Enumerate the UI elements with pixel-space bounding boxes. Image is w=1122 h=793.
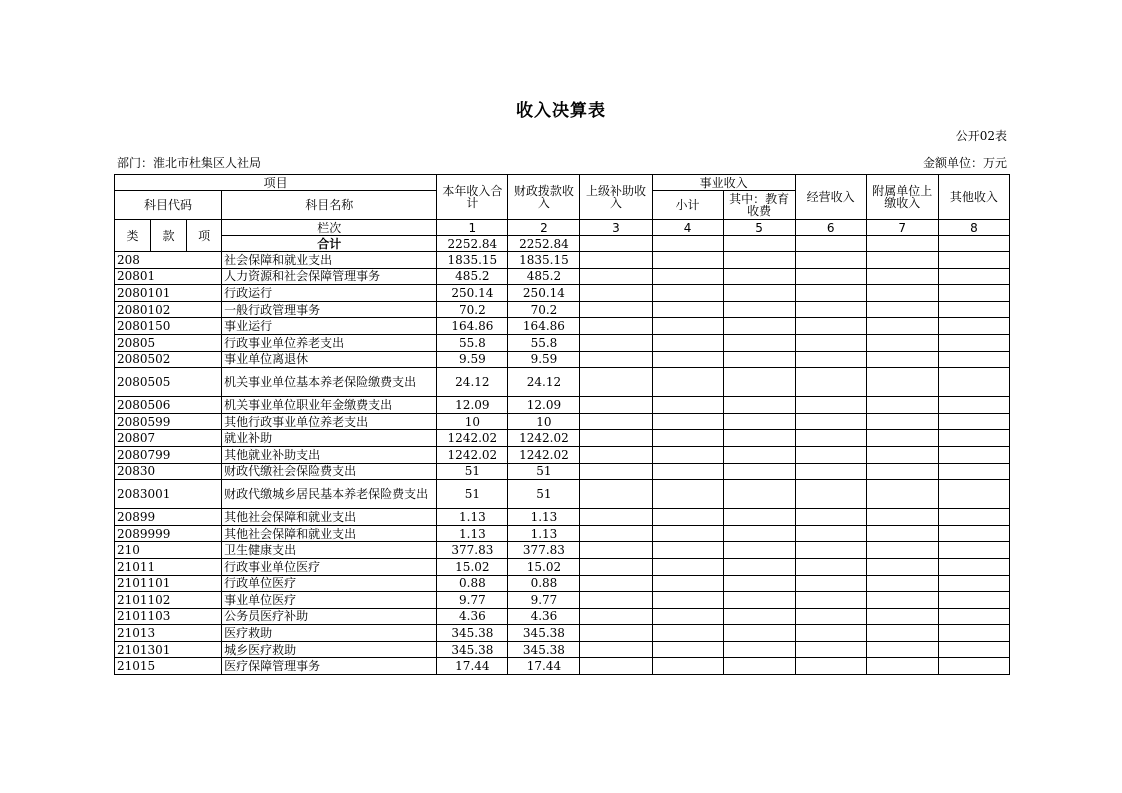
subject-name-cell: 公务员医疗补助 bbox=[222, 608, 437, 625]
fiscal-cell: 164.86 bbox=[508, 318, 580, 335]
table-row bbox=[115, 558, 1010, 575]
empty-cell bbox=[866, 285, 938, 302]
empty-cell bbox=[795, 368, 866, 397]
col-num-4: 4 bbox=[652, 220, 723, 236]
income-table bbox=[114, 174, 1010, 675]
empty-cell bbox=[723, 252, 795, 269]
table-row bbox=[115, 446, 1010, 463]
fiscal-cell: 51 bbox=[508, 463, 580, 480]
empty-cell bbox=[795, 592, 866, 609]
table-row bbox=[115, 575, 1010, 592]
empty-cell bbox=[580, 592, 652, 609]
empty-cell bbox=[723, 301, 795, 318]
fiscal-cell: 9.77 bbox=[508, 592, 580, 609]
empty-cell bbox=[652, 575, 723, 592]
total-income-cell: 12.09 bbox=[437, 397, 508, 414]
empty-cell bbox=[938, 641, 1009, 658]
empty-cell bbox=[938, 413, 1009, 430]
department-label: 部门：淮北市杜集区人社局 bbox=[117, 156, 262, 170]
empty-cell bbox=[723, 592, 795, 609]
table-row bbox=[115, 301, 1010, 318]
empty-cell bbox=[723, 509, 795, 526]
empty-cell bbox=[723, 608, 795, 625]
form-code: 公开02表 bbox=[955, 129, 1007, 143]
subject-name-cell: 行政运行 bbox=[222, 285, 437, 302]
total-income-cell: 55.8 bbox=[437, 334, 508, 351]
subject-name-cell: 财政代缴城乡居民基本养老保险费支出 bbox=[222, 480, 437, 509]
empty-cell bbox=[866, 525, 938, 542]
empty-cell bbox=[652, 252, 723, 269]
empty-cell bbox=[938, 318, 1009, 335]
subject-name-cell: 一般行政管理事务 bbox=[222, 301, 437, 318]
empty-cell bbox=[580, 430, 652, 447]
fiscal-cell: 15.02 bbox=[508, 558, 580, 575]
subject-code-cell: 2080599 bbox=[115, 413, 222, 430]
empty-cell bbox=[938, 509, 1009, 526]
header-fiscal: 财政拨款收入 bbox=[508, 175, 580, 220]
empty-cell bbox=[580, 509, 652, 526]
subject-name-cell: 其他社会保障和就业支出 bbox=[222, 525, 437, 542]
empty-cell bbox=[795, 575, 866, 592]
empty-cell bbox=[652, 334, 723, 351]
empty-cell bbox=[938, 368, 1009, 397]
subject-name-cell: 行政事业单位养老支出 bbox=[222, 334, 437, 351]
empty-cell bbox=[795, 318, 866, 335]
subject-code-cell: 20801 bbox=[115, 268, 222, 285]
header-affiliated: 附属单位上缴收入 bbox=[866, 175, 938, 220]
empty-cell bbox=[723, 446, 795, 463]
empty-cell bbox=[795, 542, 866, 559]
empty-cell bbox=[866, 268, 938, 285]
empty-cell bbox=[795, 268, 866, 285]
subject-code-cell: 2080505 bbox=[115, 368, 222, 397]
subject-code-cell: 2101103 bbox=[115, 608, 222, 625]
total-income-cell: 0.88 bbox=[437, 575, 508, 592]
table-row bbox=[115, 658, 1010, 675]
empty-cell bbox=[795, 658, 866, 675]
header-xiang: 项 bbox=[187, 220, 222, 252]
subject-name-cell: 事业单位医疗 bbox=[222, 592, 437, 609]
subject-code-cell: 21013 bbox=[115, 625, 222, 642]
empty-cell bbox=[866, 413, 938, 430]
table-row bbox=[115, 608, 1010, 625]
table-row bbox=[115, 509, 1010, 526]
subject-name-cell: 卫生健康支出 bbox=[222, 542, 437, 559]
empty-cell bbox=[866, 480, 938, 509]
empty-cell bbox=[938, 268, 1009, 285]
empty-cell bbox=[723, 463, 795, 480]
empty-cell bbox=[580, 658, 652, 675]
empty-cell bbox=[652, 592, 723, 609]
empty-cell bbox=[866, 351, 938, 368]
empty-cell bbox=[938, 252, 1009, 269]
empty-cell bbox=[723, 285, 795, 302]
empty-cell bbox=[723, 542, 795, 559]
empty-cell bbox=[795, 509, 866, 526]
subject-code-cell: 2080799 bbox=[115, 446, 222, 463]
empty-cell bbox=[652, 525, 723, 542]
empty-cell bbox=[580, 463, 652, 480]
empty-cell bbox=[580, 641, 652, 658]
header-other: 其他收入 bbox=[938, 175, 1009, 220]
subject-code-cell: 2089999 bbox=[115, 525, 222, 542]
empty-cell bbox=[723, 641, 795, 658]
empty-cell bbox=[723, 558, 795, 575]
col-num-1: 1 bbox=[437, 220, 508, 236]
subject-name-cell: 其他社会保障和就业支出 bbox=[222, 509, 437, 526]
table-row bbox=[115, 641, 1010, 658]
subject-code-cell: 21015 bbox=[115, 658, 222, 675]
empty-cell bbox=[866, 463, 938, 480]
empty-cell bbox=[723, 397, 795, 414]
empty-cell bbox=[795, 252, 866, 269]
total-income-cell: 377.83 bbox=[437, 542, 508, 559]
total-income-cell: 24.12 bbox=[437, 368, 508, 397]
empty-cell bbox=[652, 430, 723, 447]
subject-code-cell: 210 bbox=[115, 542, 222, 559]
empty-cell bbox=[580, 351, 652, 368]
header-subject-code: 科目代码 bbox=[115, 191, 222, 220]
total-income-cell: 70.2 bbox=[437, 301, 508, 318]
empty-cell bbox=[580, 413, 652, 430]
empty-cell bbox=[795, 413, 866, 430]
col-num-2: 2 bbox=[508, 220, 580, 236]
fiscal-cell: 485.2 bbox=[508, 268, 580, 285]
total-income-cell: 17.44 bbox=[437, 658, 508, 675]
empty-cell bbox=[652, 368, 723, 397]
subject-name-cell: 财政代缴社会保险费支出 bbox=[222, 463, 437, 480]
empty-cell bbox=[580, 368, 652, 397]
fiscal-cell: 250.14 bbox=[508, 285, 580, 302]
fiscal-cell: 9.59 bbox=[508, 351, 580, 368]
empty-cell bbox=[938, 625, 1009, 642]
empty-cell bbox=[795, 463, 866, 480]
empty-cell bbox=[938, 301, 1009, 318]
empty-cell bbox=[938, 397, 1009, 414]
fiscal-cell: 4.36 bbox=[508, 608, 580, 625]
subject-code-cell: 2080102 bbox=[115, 301, 222, 318]
subject-code-cell: 2080506 bbox=[115, 397, 222, 414]
empty-cell bbox=[866, 658, 938, 675]
subject-code-cell: 208 bbox=[115, 252, 222, 269]
empty-cell bbox=[580, 575, 652, 592]
empty-cell bbox=[580, 558, 652, 575]
unit-label: 金额单位：万元 bbox=[922, 156, 1007, 170]
subject-code-cell: 2101301 bbox=[115, 641, 222, 658]
empty-cell bbox=[652, 480, 723, 509]
table-row bbox=[115, 397, 1010, 414]
total-income-cell: 1835.15 bbox=[437, 252, 508, 269]
subject-name-cell: 事业单位离退休 bbox=[222, 351, 437, 368]
total-income-cell: 345.38 bbox=[437, 625, 508, 642]
header-lei: 类 bbox=[115, 220, 151, 252]
empty-cell bbox=[723, 430, 795, 447]
empty-cell bbox=[580, 525, 652, 542]
empty-cell bbox=[652, 397, 723, 414]
empty-cell bbox=[938, 285, 1009, 302]
subject-name-cell: 其他就业补助支出 bbox=[222, 446, 437, 463]
empty-cell bbox=[795, 608, 866, 625]
empty-cell bbox=[652, 558, 723, 575]
empty-cell bbox=[866, 252, 938, 269]
empty-cell bbox=[580, 446, 652, 463]
empty-cell bbox=[652, 413, 723, 430]
total-income-cell: 15.02 bbox=[437, 558, 508, 575]
subject-code-cell: 2080101 bbox=[115, 285, 222, 302]
empty-cell bbox=[866, 558, 938, 575]
page-title: 收入决算表 bbox=[516, 101, 606, 121]
total-income-cell: 10 bbox=[437, 413, 508, 430]
empty-cell bbox=[866, 397, 938, 414]
subject-code-cell: 2101102 bbox=[115, 592, 222, 609]
empty-cell bbox=[866, 446, 938, 463]
total-income-cell: 9.59 bbox=[437, 351, 508, 368]
empty-cell bbox=[866, 575, 938, 592]
total-income-cell: 51 bbox=[437, 480, 508, 509]
subject-name-cell: 就业补助 bbox=[222, 430, 437, 447]
empty-cell bbox=[723, 318, 795, 335]
table-row bbox=[115, 285, 1010, 302]
empty-cell bbox=[938, 542, 1009, 559]
empty-cell bbox=[938, 525, 1009, 542]
total-row-fiscal: 2252.84 bbox=[508, 236, 580, 252]
fiscal-cell: 10 bbox=[508, 413, 580, 430]
empty-cell bbox=[795, 430, 866, 447]
subject-name-cell: 其他行政事业单位养老支出 bbox=[222, 413, 437, 430]
empty-cell bbox=[652, 446, 723, 463]
empty-cell bbox=[723, 334, 795, 351]
subject-code-cell: 2080502 bbox=[115, 351, 222, 368]
empty-cell bbox=[795, 446, 866, 463]
empty-cell bbox=[938, 558, 1009, 575]
empty-cell bbox=[652, 625, 723, 642]
empty-cell bbox=[866, 509, 938, 526]
empty-cell bbox=[580, 318, 652, 335]
empty-cell bbox=[580, 542, 652, 559]
col-num-8: 8 bbox=[938, 220, 1009, 236]
header-lanci: 栏次 bbox=[222, 220, 437, 236]
table-row bbox=[115, 480, 1010, 509]
header-kuan: 款 bbox=[151, 220, 187, 252]
total-row-label: 合计 bbox=[222, 236, 437, 252]
fiscal-cell: 1.13 bbox=[508, 525, 580, 542]
total-income-cell: 9.77 bbox=[437, 592, 508, 609]
col-num-3: 3 bbox=[580, 220, 652, 236]
empty-cell bbox=[938, 334, 1009, 351]
header-superior: 上级补助收入 bbox=[580, 175, 652, 220]
subject-name-cell: 医疗救助 bbox=[222, 625, 437, 642]
table-row bbox=[115, 542, 1010, 559]
fiscal-cell: 1.13 bbox=[508, 509, 580, 526]
empty-cell bbox=[938, 592, 1009, 609]
fiscal-cell: 345.38 bbox=[508, 641, 580, 658]
header-total-income: 本年收入合计 bbox=[437, 175, 508, 220]
empty-cell bbox=[866, 641, 938, 658]
empty-cell bbox=[723, 413, 795, 430]
empty-cell bbox=[580, 252, 652, 269]
subject-name-cell: 行政单位医疗 bbox=[222, 575, 437, 592]
table-row bbox=[115, 413, 1010, 430]
table-row bbox=[115, 268, 1010, 285]
subject-code-cell: 20830 bbox=[115, 463, 222, 480]
empty-cell bbox=[866, 318, 938, 335]
table-row bbox=[115, 430, 1010, 447]
subject-name-cell: 城乡医疗救助 bbox=[222, 641, 437, 658]
subject-name-cell: 社会保障和就业支出 bbox=[222, 252, 437, 269]
total-income-cell: 164.86 bbox=[437, 318, 508, 335]
empty-cell bbox=[723, 480, 795, 509]
empty-cell bbox=[938, 430, 1009, 447]
empty-cell bbox=[866, 334, 938, 351]
empty-cell bbox=[723, 625, 795, 642]
table-row bbox=[115, 463, 1010, 480]
fiscal-cell: 0.88 bbox=[508, 575, 580, 592]
subject-name-cell: 人力资源和社会保障管理事务 bbox=[222, 268, 437, 285]
fiscal-cell: 1242.02 bbox=[508, 446, 580, 463]
table-row bbox=[115, 525, 1010, 542]
table-row bbox=[115, 592, 1010, 609]
empty-cell bbox=[866, 430, 938, 447]
empty-cell bbox=[580, 608, 652, 625]
empty-cell bbox=[938, 608, 1009, 625]
total-income-cell: 345.38 bbox=[437, 641, 508, 658]
total-income-cell: 1.13 bbox=[437, 509, 508, 526]
empty-cell bbox=[652, 318, 723, 335]
fiscal-cell: 377.83 bbox=[508, 542, 580, 559]
fiscal-cell: 24.12 bbox=[508, 368, 580, 397]
subject-name-cell: 机关事业单位基本养老保险缴费支出 bbox=[222, 368, 437, 397]
fiscal-cell: 51 bbox=[508, 480, 580, 509]
empty-cell bbox=[652, 301, 723, 318]
subject-code-cell: 2083001 bbox=[115, 480, 222, 509]
total-income-cell: 1242.02 bbox=[437, 446, 508, 463]
empty-cell bbox=[580, 625, 652, 642]
empty-cell bbox=[795, 625, 866, 642]
fiscal-cell: 345.38 bbox=[508, 625, 580, 642]
col-num-5: 5 bbox=[723, 220, 795, 236]
subject-name-cell: 事业运行 bbox=[222, 318, 437, 335]
empty-cell bbox=[866, 592, 938, 609]
header-subject-name: 科目名称 bbox=[222, 191, 437, 220]
empty-cell bbox=[652, 268, 723, 285]
table-header bbox=[115, 175, 1010, 252]
empty-cell bbox=[938, 480, 1009, 509]
empty-cell bbox=[866, 542, 938, 559]
fiscal-cell: 12.09 bbox=[508, 397, 580, 414]
subject-name-cell: 行政事业单位医疗 bbox=[222, 558, 437, 575]
header-edu-fee: 其中：教育收费 bbox=[723, 191, 795, 220]
table-row bbox=[115, 625, 1010, 642]
empty-cell bbox=[938, 575, 1009, 592]
empty-cell bbox=[795, 480, 866, 509]
empty-cell bbox=[652, 509, 723, 526]
empty-cell bbox=[866, 301, 938, 318]
empty-cell bbox=[723, 351, 795, 368]
subject-code-cell: 20805 bbox=[115, 334, 222, 351]
subject-code-cell: 2101101 bbox=[115, 575, 222, 592]
empty-cell bbox=[795, 301, 866, 318]
empty-cell bbox=[938, 463, 1009, 480]
empty-cell bbox=[580, 301, 652, 318]
fiscal-cell: 1835.15 bbox=[508, 252, 580, 269]
empty-cell bbox=[723, 658, 795, 675]
header-operating: 经营收入 bbox=[795, 175, 866, 220]
empty-cell bbox=[938, 446, 1009, 463]
empty-cell bbox=[866, 625, 938, 642]
empty-cell bbox=[795, 397, 866, 414]
empty-cell bbox=[866, 368, 938, 397]
empty-cell bbox=[723, 268, 795, 285]
total-income-cell: 1.13 bbox=[437, 525, 508, 542]
empty-cell bbox=[795, 558, 866, 575]
total-row-total: 2252.84 bbox=[437, 236, 508, 252]
empty-cell bbox=[580, 397, 652, 414]
empty-cell bbox=[652, 658, 723, 675]
table-row bbox=[115, 368, 1010, 397]
empty-cell bbox=[795, 351, 866, 368]
total-income-cell: 51 bbox=[437, 463, 508, 480]
empty-cell bbox=[723, 525, 795, 542]
empty-cell bbox=[652, 285, 723, 302]
empty-cell bbox=[938, 658, 1009, 675]
col-num-7: 7 bbox=[866, 220, 938, 236]
table-row bbox=[115, 252, 1010, 269]
table-row bbox=[115, 351, 1010, 368]
empty-cell bbox=[723, 575, 795, 592]
empty-cell bbox=[580, 334, 652, 351]
subject-code-cell: 20807 bbox=[115, 430, 222, 447]
empty-cell bbox=[652, 463, 723, 480]
col-num-6: 6 bbox=[795, 220, 866, 236]
table-row bbox=[115, 334, 1010, 351]
empty-cell bbox=[795, 641, 866, 658]
subject-code-cell: 21011 bbox=[115, 558, 222, 575]
total-income-cell: 485.2 bbox=[437, 268, 508, 285]
empty-cell bbox=[795, 285, 866, 302]
empty-cell bbox=[652, 608, 723, 625]
empty-cell bbox=[652, 351, 723, 368]
empty-cell bbox=[795, 525, 866, 542]
empty-cell bbox=[795, 334, 866, 351]
subject-code-cell: 2080150 bbox=[115, 318, 222, 335]
total-income-cell: 250.14 bbox=[437, 285, 508, 302]
table-row bbox=[115, 318, 1010, 335]
fiscal-cell: 70.2 bbox=[508, 301, 580, 318]
total-income-cell: 1242.02 bbox=[437, 430, 508, 447]
header-subtotal: 小计 bbox=[652, 191, 723, 220]
empty-cell bbox=[580, 268, 652, 285]
fiscal-cell: 17.44 bbox=[508, 658, 580, 675]
empty-cell bbox=[723, 368, 795, 397]
empty-cell bbox=[866, 608, 938, 625]
fiscal-cell: 55.8 bbox=[508, 334, 580, 351]
empty-cell bbox=[580, 285, 652, 302]
subject-code-cell: 20899 bbox=[115, 509, 222, 526]
fiscal-cell: 1242.02 bbox=[508, 430, 580, 447]
total-income-cell: 4.36 bbox=[437, 608, 508, 625]
subject-name-cell: 机关事业单位职业年金缴费支出 bbox=[222, 397, 437, 414]
empty-cell bbox=[652, 542, 723, 559]
empty-cell bbox=[652, 641, 723, 658]
empty-cell bbox=[938, 351, 1009, 368]
subject-name-cell: 医疗保障管理事务 bbox=[222, 658, 437, 675]
header-item: 项目 bbox=[115, 175, 437, 191]
empty-cell bbox=[580, 480, 652, 509]
header-business: 事业收入 bbox=[652, 175, 795, 191]
table-body bbox=[115, 252, 1010, 675]
